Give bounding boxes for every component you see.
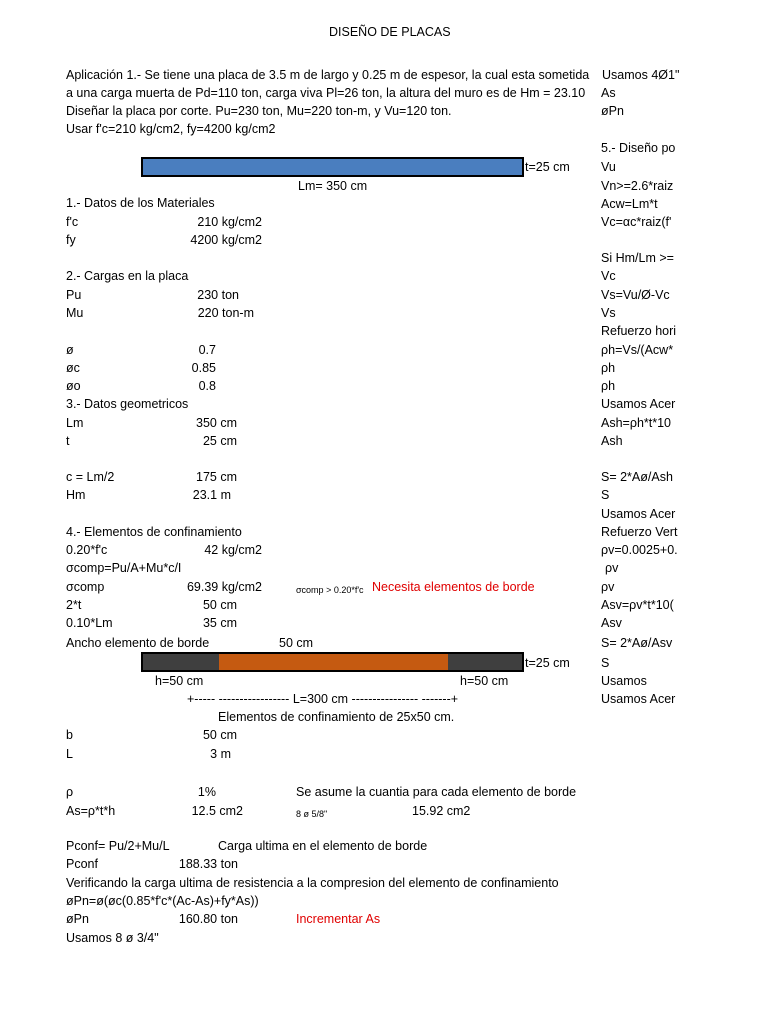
right-col-30: Usamos: [601, 674, 647, 688]
t-value: 25 cm: [202, 434, 237, 448]
conf-r4-label: 2*t: [66, 598, 82, 612]
intro-line-4: Usar f'c=210 kg/cm2, fy=4200 kg/cm2: [66, 122, 276, 136]
right-col-8: Si Hm/Lm >=: [601, 251, 674, 265]
right-col-24: ρv: [605, 561, 619, 575]
boundary-section-bar: [141, 652, 524, 672]
b-value: 50 cm: [202, 728, 237, 742]
phipn-formula: øPn=ø(øc(0.85*f'c*(Ac-As)+fy*As)): [66, 894, 259, 908]
right-col-26: Asv=ρv*t*10(: [601, 598, 674, 612]
as-label: As=ρ*t*h: [66, 804, 116, 818]
right-col-2: øPn: [601, 104, 624, 118]
conf-r4-value: 50 cm: [202, 598, 237, 612]
fc-value: 210 kg/cm2: [197, 215, 262, 229]
phi-label: ø: [66, 343, 74, 357]
right-col-17: Ash=ρh*t*10: [601, 416, 672, 430]
right-col-23: ρv=0.0025+0.: [601, 543, 678, 557]
sigma-check: σcomp > 0.20*f'c: [296, 585, 364, 595]
left-boundary-element: [143, 654, 219, 670]
intro-line-2: a una carga muerta de Pd=110 ton, carga viva Pl=26 ton, la altura del muro es de Hm = 23.10: [66, 86, 586, 100]
hm-label: Hm: [66, 488, 86, 502]
right-col-6: Acw=Lm*t: [601, 197, 658, 211]
conf-r5-label: 0.10*Lm: [66, 616, 113, 630]
right-h-label: h=50 cm: [460, 674, 509, 688]
wall-thickness-label: t=25 cm: [525, 160, 570, 174]
conf-r1-value: 42 kg/cm2: [204, 543, 262, 557]
c-value: 175 cm: [196, 470, 237, 484]
pconf-value: 188.33 ton: [178, 857, 238, 871]
as-value: 12.5 cm2: [191, 804, 243, 818]
pconf-note: Carga ultima en el elemento de borde: [218, 839, 428, 853]
diagram-caption: Elementos de confinamiento de 25x50 cm.: [218, 710, 455, 724]
pconf-formula: Pconf= Pu/2+Mu/L: [66, 839, 170, 853]
right-col-12: Refuerzo hori: [601, 324, 677, 338]
left-h-label: h=50 cm: [155, 674, 204, 688]
right-col-25: ρv: [601, 580, 615, 594]
right-col-4: Vu: [601, 160, 616, 174]
fy-label: fy: [66, 233, 76, 247]
right-col-31: Usamos Acer: [601, 692, 676, 706]
l-label: L: [66, 747, 73, 761]
conf-r1-label: 0.20*f'c: [66, 543, 108, 557]
edge-width-label: Ancho elemento de borde: [66, 636, 210, 650]
fc-label: f'c: [66, 215, 79, 229]
right-col-14: ρh: [601, 361, 616, 375]
right-col-29: S: [601, 656, 610, 670]
as-bars: 8 ø 5/8": [296, 809, 328, 819]
hm-value: 23.1 m: [192, 488, 231, 502]
verify-text: Verificando la carga ultima de resistencia a la compresion del elemento de confinamiento: [66, 876, 559, 890]
materials-heading: 1.- Datos de los Materiales: [66, 196, 215, 210]
right-col-28: S= 2*Aø/Asv: [601, 636, 673, 650]
phic-label: øc: [66, 361, 80, 375]
right-col-15: ρh: [601, 379, 616, 393]
phic-value: 0.85: [191, 361, 216, 375]
pu-value: 230 ton: [197, 288, 239, 302]
sigma-formula: σcomp=Pu/A+Mu*c/I: [66, 561, 182, 575]
pconf-label: Pconf: [66, 857, 98, 871]
page-title: DISEÑO DE PLACAS: [329, 25, 451, 39]
right-col-5: Vn>=2.6*raiz: [601, 179, 674, 193]
phi-value: 0.7: [198, 343, 216, 357]
right-col-18: Ash: [601, 434, 623, 448]
right-col-11: Vs: [601, 306, 616, 320]
sigma-value: 69.39 kg/cm2: [186, 580, 262, 594]
right-col-27: Asv: [601, 616, 622, 630]
phio-value: 0.8: [198, 379, 216, 393]
as-bars-area: 15.92 cm2: [412, 804, 471, 818]
use-bars-text: Usamos 8 ø 3/4": [66, 931, 159, 945]
conf-r5-value: 35 cm: [202, 616, 237, 630]
sigma-label: σcomp: [66, 580, 105, 594]
boundary-thickness-label: t=25 cm: [525, 656, 570, 670]
geometry-heading: 3.- Datos geometricos: [66, 397, 189, 411]
lm-label: Lm: [66, 416, 84, 430]
boundary-required-note: Necesita elementos de borde: [372, 580, 535, 594]
b-label: b: [66, 728, 73, 742]
right-col-19: S= 2*Aø/Ash: [601, 470, 673, 484]
wall-section-bar: [141, 157, 524, 177]
confinement-heading: 4.- Elementos de confinamiento: [66, 525, 242, 539]
increase-as-note: Incrementar As: [296, 912, 381, 926]
phipn-label: øPn: [66, 912, 89, 926]
mu-value: 220 ton-m: [197, 306, 254, 320]
right-col-7: Vc=αc*raiz(f': [601, 215, 672, 229]
right-col-22: Refuerzo Vert: [601, 525, 678, 539]
fy-value: 4200 kg/cm2: [190, 233, 262, 247]
edge-width-value: 50 cm: [279, 636, 314, 650]
wall-length-label: Lm= 350 cm: [298, 179, 368, 193]
right-col-9: Vc: [601, 269, 616, 283]
right-col-10: Vs=Vu/Ø-Vc: [601, 288, 670, 302]
right-col-20: S: [601, 488, 610, 502]
right-col-1: As: [601, 86, 616, 100]
right-col-3: 5.- Diseño po: [601, 141, 676, 155]
right-col-21: Usamos Acer: [601, 507, 676, 521]
right-col-0: Usamos 4Ø1": [602, 68, 680, 82]
phio-label: øo: [66, 379, 81, 393]
intro-line-1: Aplicación 1.- Se tiene una placa de 3.5 m de largo y 0.25 m de espesor, la cual esta sometida: [66, 68, 590, 82]
right-col-13: ρh=Vs/(Acw*: [601, 343, 674, 357]
l-value: 3 m: [210, 747, 231, 761]
loads-heading: 2.- Cargas en la placa: [66, 269, 189, 283]
rho-note: Se asume la cuantia para cada elemento de borde: [296, 785, 577, 799]
pu-label: Pu: [66, 288, 82, 302]
mu-label: Mu: [66, 306, 84, 320]
rho-label: ρ: [66, 785, 74, 799]
dimension-line: +----- ----------------- L=300 cm ---------------- -------+: [187, 692, 459, 706]
phipn-value: 160.80 ton: [178, 912, 238, 926]
lm-value: 350 cm: [196, 416, 237, 430]
right-col-16: Usamos Acer: [601, 397, 676, 411]
c-label: c = Lm/2: [66, 470, 115, 484]
t-label: t: [66, 434, 70, 448]
right-boundary-element: [448, 654, 522, 670]
intro-line-3: Diseñar la placa por corte. Pu=230 ton, Mu=220 ton-m, y Vu=120 ton.: [66, 104, 452, 118]
rho-value: 1%: [197, 785, 216, 799]
wall-core: [219, 654, 448, 670]
